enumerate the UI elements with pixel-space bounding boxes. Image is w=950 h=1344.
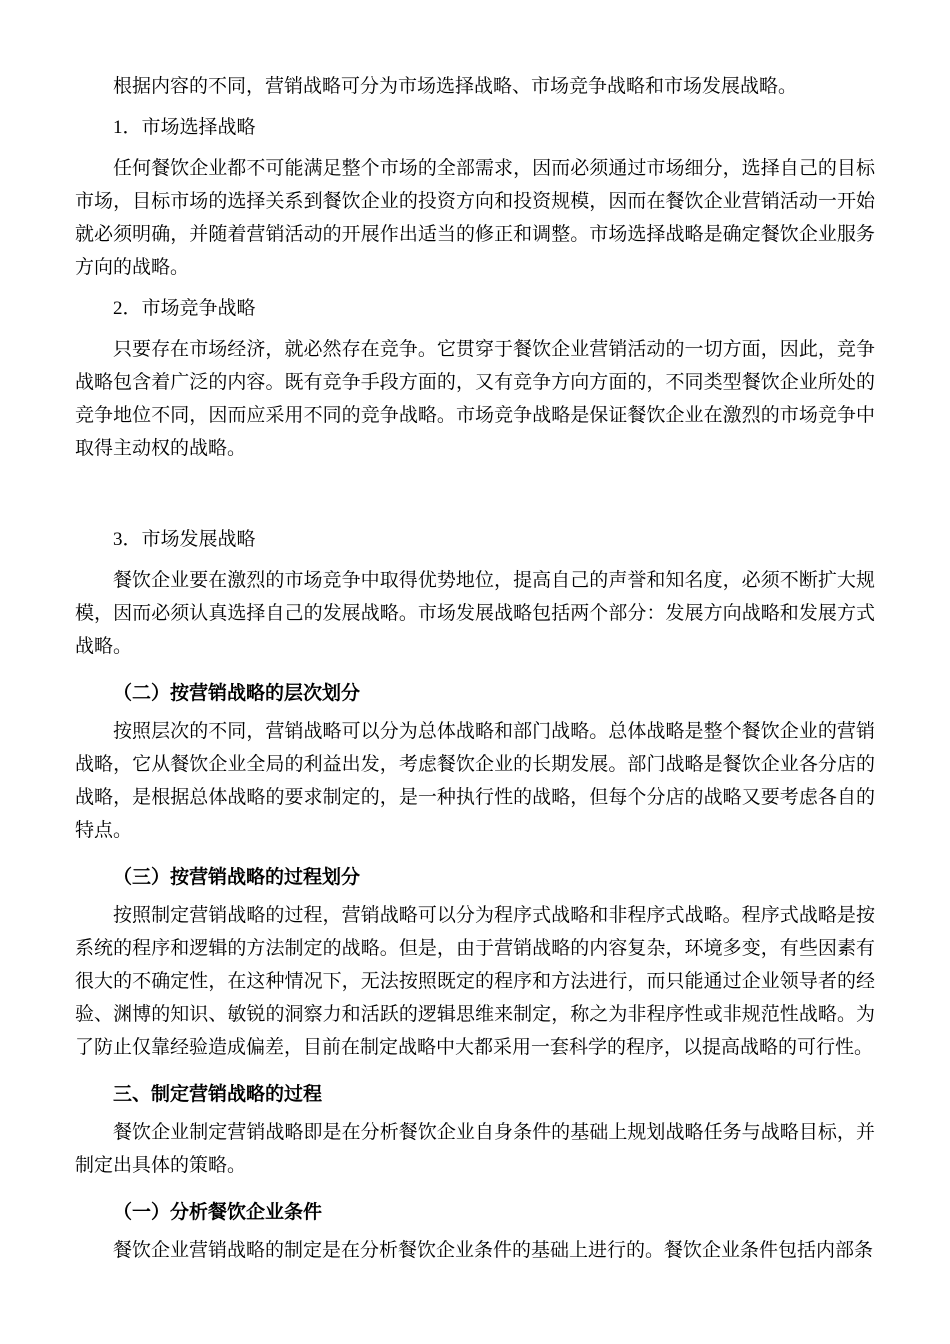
paragraph-market-development: 餐饮企业要在激烈的市场竞争中取得优势地位，提高自己的声誉和知名度，必须不断扩大规模，因而必须认真选择自己的发展战略。市场发展战略包括两个部分：发展方向战略和发展方式战略。 (75, 570, 875, 657)
paragraph-strategy-process: 餐饮企业制定营销战略即是在分析餐饮企业自身条件的基础上规划战略任务与战略目标，并制定出具体的策略。 (75, 1122, 875, 1176)
paragraph-market-selection: 任何餐饮企业都不可能满足整个市场的全部需求，因而必须通过市场细分，选择自己的目标市场，目标市场的选择关系到餐饮企业的投资方向和投资规模，因而在餐饮企业营销活动一开始就必须明确，并随着营销活动的开展作出适当的修正和调整。市场选择战略是确定餐饮企业服务方向的战略。 (75, 158, 875, 278)
section-heading-level-division: （二）按营销战略的层次划分 (113, 683, 361, 704)
numbered-heading-market-competition: 2．市场竞争战略 (113, 298, 256, 319)
section-heading-process-division: （三）按营销战略的过程划分 (113, 867, 361, 888)
paragraph-level-division: 按照层次的不同，营销战略可以分为总体战略和部门战略。总体战略是整个餐饮企业的营销战略，它从餐饮企业全局的利益出发，考虑餐饮企业的长期发展。部门战略是餐饮企业各分店的战略，是根据总体战略的要求制定的，是一种执行性的战略，但每个分店的战略又要考虑各自的特点。 (75, 721, 875, 841)
paragraph-analyze-conditions: 餐饮企业营销战略的制定是在分析餐饮企业条件的基础上进行的。餐饮企业条件包括内部条 (113, 1240, 874, 1261)
paragraph-market-competition: 只要存在市场经济，就必然存在竞争。它贯穿于餐饮企业营销活动的一切方面，因此，竞争战略包含着广泛的内容。既有竞争手段方面的，又有竞争方向方面的，不同类型餐饮企业所处的竞争地位不同，因而应采用不同的竞争战略。市场竞争战略是保证餐饮企业在激烈的市场竞争中取得主动权的战略。 (75, 339, 875, 459)
section-heading-strategy-process: 三、制定营销战略的过程 (113, 1084, 323, 1105)
numbered-heading-market-development: 3．市场发展战略 (113, 529, 256, 550)
paragraph-process-division: 按照制定营销战略的过程，营销战略可以分为程序式战略和非程序式战略。程序式战略是按系统的程序和逻辑的方法制定的战略。但是，由于营销战略的内容复杂，环境多变，有些因素有很大的不确定性，在这种情况下，无法按照既定的程序和方法进行，而只能通过企业领导者的经验、渊博的知识、敏锐的洞察力和活跃的逻辑思维来制定，称之为非程序性或非规范性战略。为了防止仅靠经验造成偏差，目前在制定战略中大都采用一套科学的程序，以提高战略的可行性。 (75, 905, 875, 1058)
numbered-heading-market-selection: 1．市场选择战略 (113, 117, 256, 138)
paragraph-intro: 根据内容的不同，营销战略可分为市场选择战略、市场竞争战略和市场发展战略。 (113, 76, 798, 97)
section-heading-analyze-conditions: （一）分析餐饮企业条件 (113, 1202, 323, 1223)
